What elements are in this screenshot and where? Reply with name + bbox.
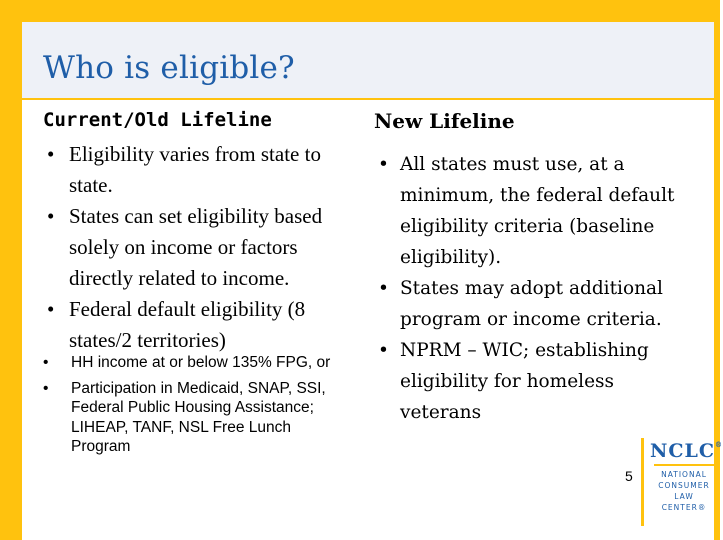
list-item: • Participation in Medicaid, SNAP, SSI, Federal Public Housing Assistance; LIHEAP, TANF, NSL Free Lunch Program bbox=[43, 379, 343, 457]
logo-registered-mark: ® bbox=[714, 440, 723, 449]
nclc-logo bbox=[650, 440, 723, 528]
list-item: • NPRM – WIC; establishing eligibility for homeless veterans bbox=[374, 335, 694, 428]
left-column-heading: Current/Old Lifeline bbox=[43, 109, 272, 131]
left-sub-bullet-list bbox=[43, 353, 343, 463]
logo-rule bbox=[654, 464, 714, 466]
right-bullet-list bbox=[374, 149, 694, 428]
left-accent-border bbox=[0, 0, 22, 540]
logo-main-text: NCLC bbox=[650, 440, 715, 462]
slide-number: 5 bbox=[625, 468, 633, 484]
logo-line-law: LAW bbox=[674, 492, 694, 501]
logo-line-center bbox=[650, 502, 718, 513]
list-item: • States can set eligibility based solely on income or factors directly related to income. bbox=[43, 201, 353, 294]
logo-line-national: NATIONAL bbox=[661, 470, 707, 479]
logo-divider bbox=[641, 438, 644, 526]
left-bullet-list bbox=[43, 139, 353, 356]
list-item: • Eligibility varies from state to state. bbox=[43, 139, 353, 201]
right-column-heading: New Lifeline bbox=[374, 109, 515, 133]
logo-line-consumer: CONSUMER bbox=[658, 481, 710, 490]
logo-wordmark bbox=[650, 440, 723, 462]
list-item: • HH income at or below 135% FPG, or bbox=[43, 353, 343, 373]
slide-title: Who is eligible? bbox=[43, 50, 295, 86]
logo-subtext bbox=[650, 469, 718, 513]
list-item: • Federal default eligibility (8 states/2 territories) bbox=[43, 294, 353, 356]
list-item: • States may adopt additional program or income criteria. bbox=[374, 273, 694, 335]
title-panel bbox=[22, 22, 714, 100]
logo-center-mark: ® bbox=[697, 503, 707, 512]
list-item: • All states must use, at a minimum, the federal default eligibility criteria (baseline eligibility). bbox=[374, 149, 694, 273]
logo-center-text: CENTER bbox=[661, 503, 698, 512]
top-accent-band bbox=[22, 0, 714, 22]
